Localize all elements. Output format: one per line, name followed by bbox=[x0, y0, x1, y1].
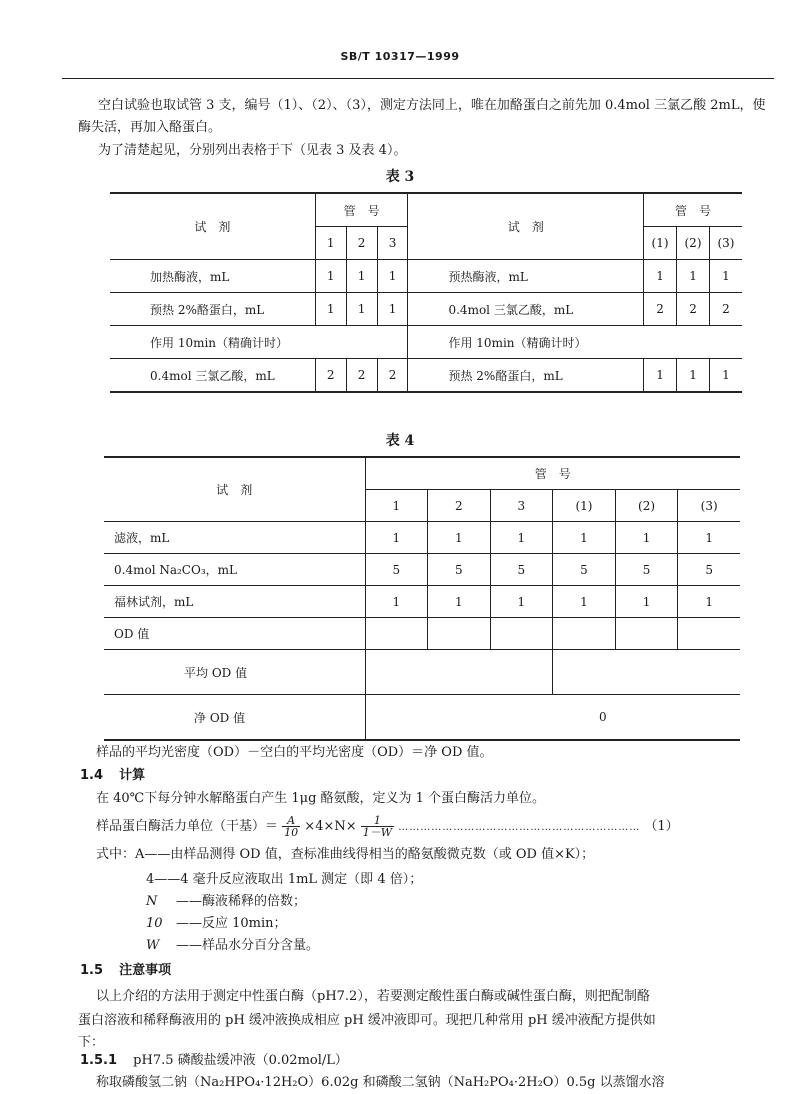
t3-cell: 1 bbox=[677, 260, 710, 293]
t3-cell: 加热酶液，mL bbox=[110, 260, 315, 293]
t4-row-label: 0.4mol Na₂CO₃，mL bbox=[104, 554, 365, 586]
t3-cell: 1 bbox=[346, 293, 377, 326]
t4-cell bbox=[615, 618, 678, 650]
t4-col-header: (3) bbox=[678, 490, 740, 522]
legend-item bbox=[146, 912, 287, 931]
t4-cell: 5 bbox=[490, 554, 553, 586]
legend-symbol: 式中：A bbox=[96, 847, 145, 862]
t3-cell: 1 bbox=[346, 260, 377, 293]
t3-num: (1) bbox=[644, 227, 677, 260]
activity-unit-definition: 在 40℃下每分钟水解酪蛋白产生 1μg 酪氨酸，定义为 1 个蛋白酶活力单位。 bbox=[96, 791, 546, 806]
t3-cell: 预热酶液，mL bbox=[408, 260, 644, 293]
t4-cell bbox=[365, 618, 428, 650]
t3-span-row: 作用 10min（精确计时） bbox=[110, 326, 408, 359]
header-rule bbox=[62, 78, 774, 79]
t4-row-label: OD 值 bbox=[104, 618, 365, 650]
t4-reagent-header: 试 剂 bbox=[104, 457, 365, 522]
t4-cell: 1 bbox=[428, 586, 491, 618]
legend-text: ——酶液稀释的倍数； bbox=[176, 894, 307, 909]
t3-cell: 1 bbox=[644, 260, 677, 293]
section-number: 1.5 bbox=[80, 963, 104, 978]
t4-net-label: 净 OD 值 bbox=[104, 695, 365, 741]
table-4 bbox=[104, 456, 740, 741]
equation-number: （1） bbox=[644, 819, 679, 834]
t3-cell: 2 bbox=[709, 293, 742, 326]
t3-cell: 1 bbox=[315, 260, 346, 293]
t3-cell: 1 bbox=[377, 260, 408, 293]
legend-item bbox=[146, 890, 306, 909]
t3-cell: 0.4mol 三氯乙酸，mL bbox=[110, 359, 315, 393]
t4-cell: 1 bbox=[615, 522, 678, 554]
t4-avg-label: 平均 OD 值 bbox=[104, 650, 365, 695]
t3-cell: 预热 2%酪蛋白，mL bbox=[408, 359, 644, 393]
t3-cell: 预热 2%酪蛋白，mL bbox=[110, 293, 315, 326]
t4-cell: 5 bbox=[678, 554, 740, 586]
t3-left-header: 试 剂 bbox=[110, 193, 315, 260]
t4-cell: 5 bbox=[365, 554, 428, 586]
t3-span-row: 作用 10min（精确计时） bbox=[408, 326, 742, 359]
t3-cell: 2 bbox=[315, 359, 346, 393]
t3-num: 3 bbox=[377, 227, 408, 260]
buffer-preparation-text: 称取磷酸氢二钠（Na₂HPO₄·12H₂O）6.02g 和磷酸二氢钠（NaH₂PO₄·2H₂O）0.5g 以蒸馏水溶 bbox=[96, 1075, 665, 1090]
section-number: 1.4 bbox=[80, 768, 104, 783]
t4-cell: 5 bbox=[553, 554, 616, 586]
formula-leader-dots: ………………………………………………………… bbox=[398, 822, 641, 833]
t4-avg-sample bbox=[365, 650, 553, 695]
formula-mid: ×4×N× bbox=[304, 819, 357, 834]
t4-cell bbox=[678, 618, 740, 650]
t4-cell: 1 bbox=[553, 522, 616, 554]
t3-cell: 1 bbox=[315, 293, 346, 326]
frac-denominator: 10 bbox=[284, 826, 299, 839]
t3-cell: 1 bbox=[377, 293, 408, 326]
t4-net-value: 0 bbox=[365, 695, 740, 741]
t4-col-header: (2) bbox=[615, 490, 678, 522]
t3-cell: 1 bbox=[677, 359, 710, 393]
t4-tube-header: 管 号 bbox=[365, 457, 740, 490]
frac-numerator: A bbox=[282, 815, 300, 827]
t4-cell: 1 bbox=[365, 522, 428, 554]
t3-num: (3) bbox=[709, 227, 742, 260]
t4-cell bbox=[428, 618, 491, 650]
t4-row-label: 福林试剂，mL bbox=[104, 586, 365, 618]
notes-text-line: 以上介绍的方法用于测定中性蛋白酶（pH7.2），若要测定酸性蛋白酶或碱性蛋白酶，则把配制酪 bbox=[96, 989, 650, 1004]
t3-num: 2 bbox=[346, 227, 377, 260]
t3-cell: 2 bbox=[346, 359, 377, 393]
intro-paragraph-2: 为了清楚起见，分别列出表格于下（见表 3 及表 4）。 bbox=[98, 143, 407, 158]
t3-cell: 1 bbox=[709, 260, 742, 293]
t4-cell bbox=[553, 618, 616, 650]
t3-left-tube-header: 管 号 bbox=[315, 193, 408, 227]
legend-symbol: W bbox=[146, 938, 160, 953]
t4-cell: 1 bbox=[553, 586, 616, 618]
t4-cell: 1 bbox=[365, 586, 428, 618]
legend-text: ——反应 10min； bbox=[176, 916, 287, 931]
t4-cell bbox=[490, 618, 553, 650]
section-1-5-heading bbox=[80, 960, 760, 982]
t4-col-header: (1) bbox=[553, 490, 616, 522]
intro-paragraph: 空白试验也取试管 3 支，编号（1）、（2）、（3），测定方法同上，唯在加酪蛋白之前先加 0.4mol 三氯乙酸 2mL，使酶失活，再加入酪蛋白。 bbox=[78, 98, 766, 135]
t4-col-header: 3 bbox=[490, 490, 553, 522]
notes-text-line: 蛋白溶液和稀释酶液用的 pH 缓冲液换成相应 pH 缓冲液即可。现把几种常用 pH 缓冲液配方提供如 bbox=[78, 1013, 656, 1028]
formula-lead: 样品蛋白酶活力单位（干基）＝ bbox=[96, 819, 279, 834]
legend-symbol: 10 bbox=[146, 916, 163, 931]
section-1-5-1-heading bbox=[80, 1050, 760, 1072]
legend-text: ——由样品测得 OD 值，查标准曲线得相当的酪氨酸微克数（或 OD 值×K）； bbox=[144, 847, 595, 862]
net-od-definition: 样品的平均光密度（OD）－空白的平均光密度（OD）＝净 OD 值。 bbox=[96, 745, 493, 760]
t4-col-header: 1 bbox=[365, 490, 428, 522]
section-title: 计算 bbox=[119, 768, 146, 783]
formula-fraction-1 bbox=[282, 815, 300, 838]
legend-text: ——样品水分百分含量。 bbox=[176, 938, 320, 953]
t4-row-label: 滤液，mL bbox=[104, 522, 365, 554]
t4-cell: 1 bbox=[490, 522, 553, 554]
formula-fraction-2 bbox=[361, 815, 394, 838]
t3-num: 1 bbox=[315, 227, 346, 260]
table4-caption: 表 4 bbox=[385, 433, 415, 449]
t4-col-header: 2 bbox=[428, 490, 491, 522]
t4-avg-blank bbox=[553, 650, 740, 695]
t4-cell: 1 bbox=[678, 586, 740, 618]
t3-right-header: 试 剂 bbox=[408, 193, 644, 260]
t4-cell: 5 bbox=[428, 554, 491, 586]
t4-cell: 1 bbox=[490, 586, 553, 618]
table3-caption: 表 3 bbox=[385, 169, 415, 185]
t3-cell: 2 bbox=[677, 293, 710, 326]
t4-cell: 5 bbox=[615, 554, 678, 586]
legend-symbol: 4 bbox=[146, 872, 155, 887]
t4-cell: 1 bbox=[678, 522, 740, 554]
section-number: 1.5.1 bbox=[80, 1053, 118, 1068]
frac-denominator: 1－W bbox=[362, 826, 393, 839]
t3-num: (2) bbox=[677, 227, 710, 260]
legend-symbol: N bbox=[146, 894, 158, 909]
standard-code: SB/T 10317—1999 bbox=[340, 50, 460, 63]
legend-item bbox=[96, 844, 776, 866]
legend-item bbox=[146, 934, 319, 953]
frac-numerator: 1 bbox=[361, 815, 394, 827]
t3-cell: 1 bbox=[709, 359, 742, 393]
t3-cell: 1 bbox=[644, 359, 677, 393]
section-1-4-heading bbox=[80, 765, 760, 787]
t3-cell: 0.4mol 三氯乙酸，mL bbox=[408, 293, 644, 326]
t3-cell: 2 bbox=[377, 359, 408, 393]
section-title: 注意事项 bbox=[119, 963, 172, 978]
section-title: pH7.5 磷酸盐缓冲液（0.02mol/L） bbox=[133, 1053, 348, 1068]
table-3 bbox=[110, 192, 742, 393]
legend-item bbox=[146, 868, 422, 887]
t4-cell: 1 bbox=[428, 522, 491, 554]
t3-right-tube-header: 管 号 bbox=[644, 193, 742, 227]
formula-line bbox=[96, 815, 776, 839]
notes-text-line: 下： bbox=[78, 1035, 105, 1050]
t3-cell: 2 bbox=[644, 293, 677, 326]
t4-cell: 1 bbox=[615, 586, 678, 618]
legend-text: ——4 毫升反应液取出 1mL 测定（即 4 倍）； bbox=[154, 872, 423, 887]
